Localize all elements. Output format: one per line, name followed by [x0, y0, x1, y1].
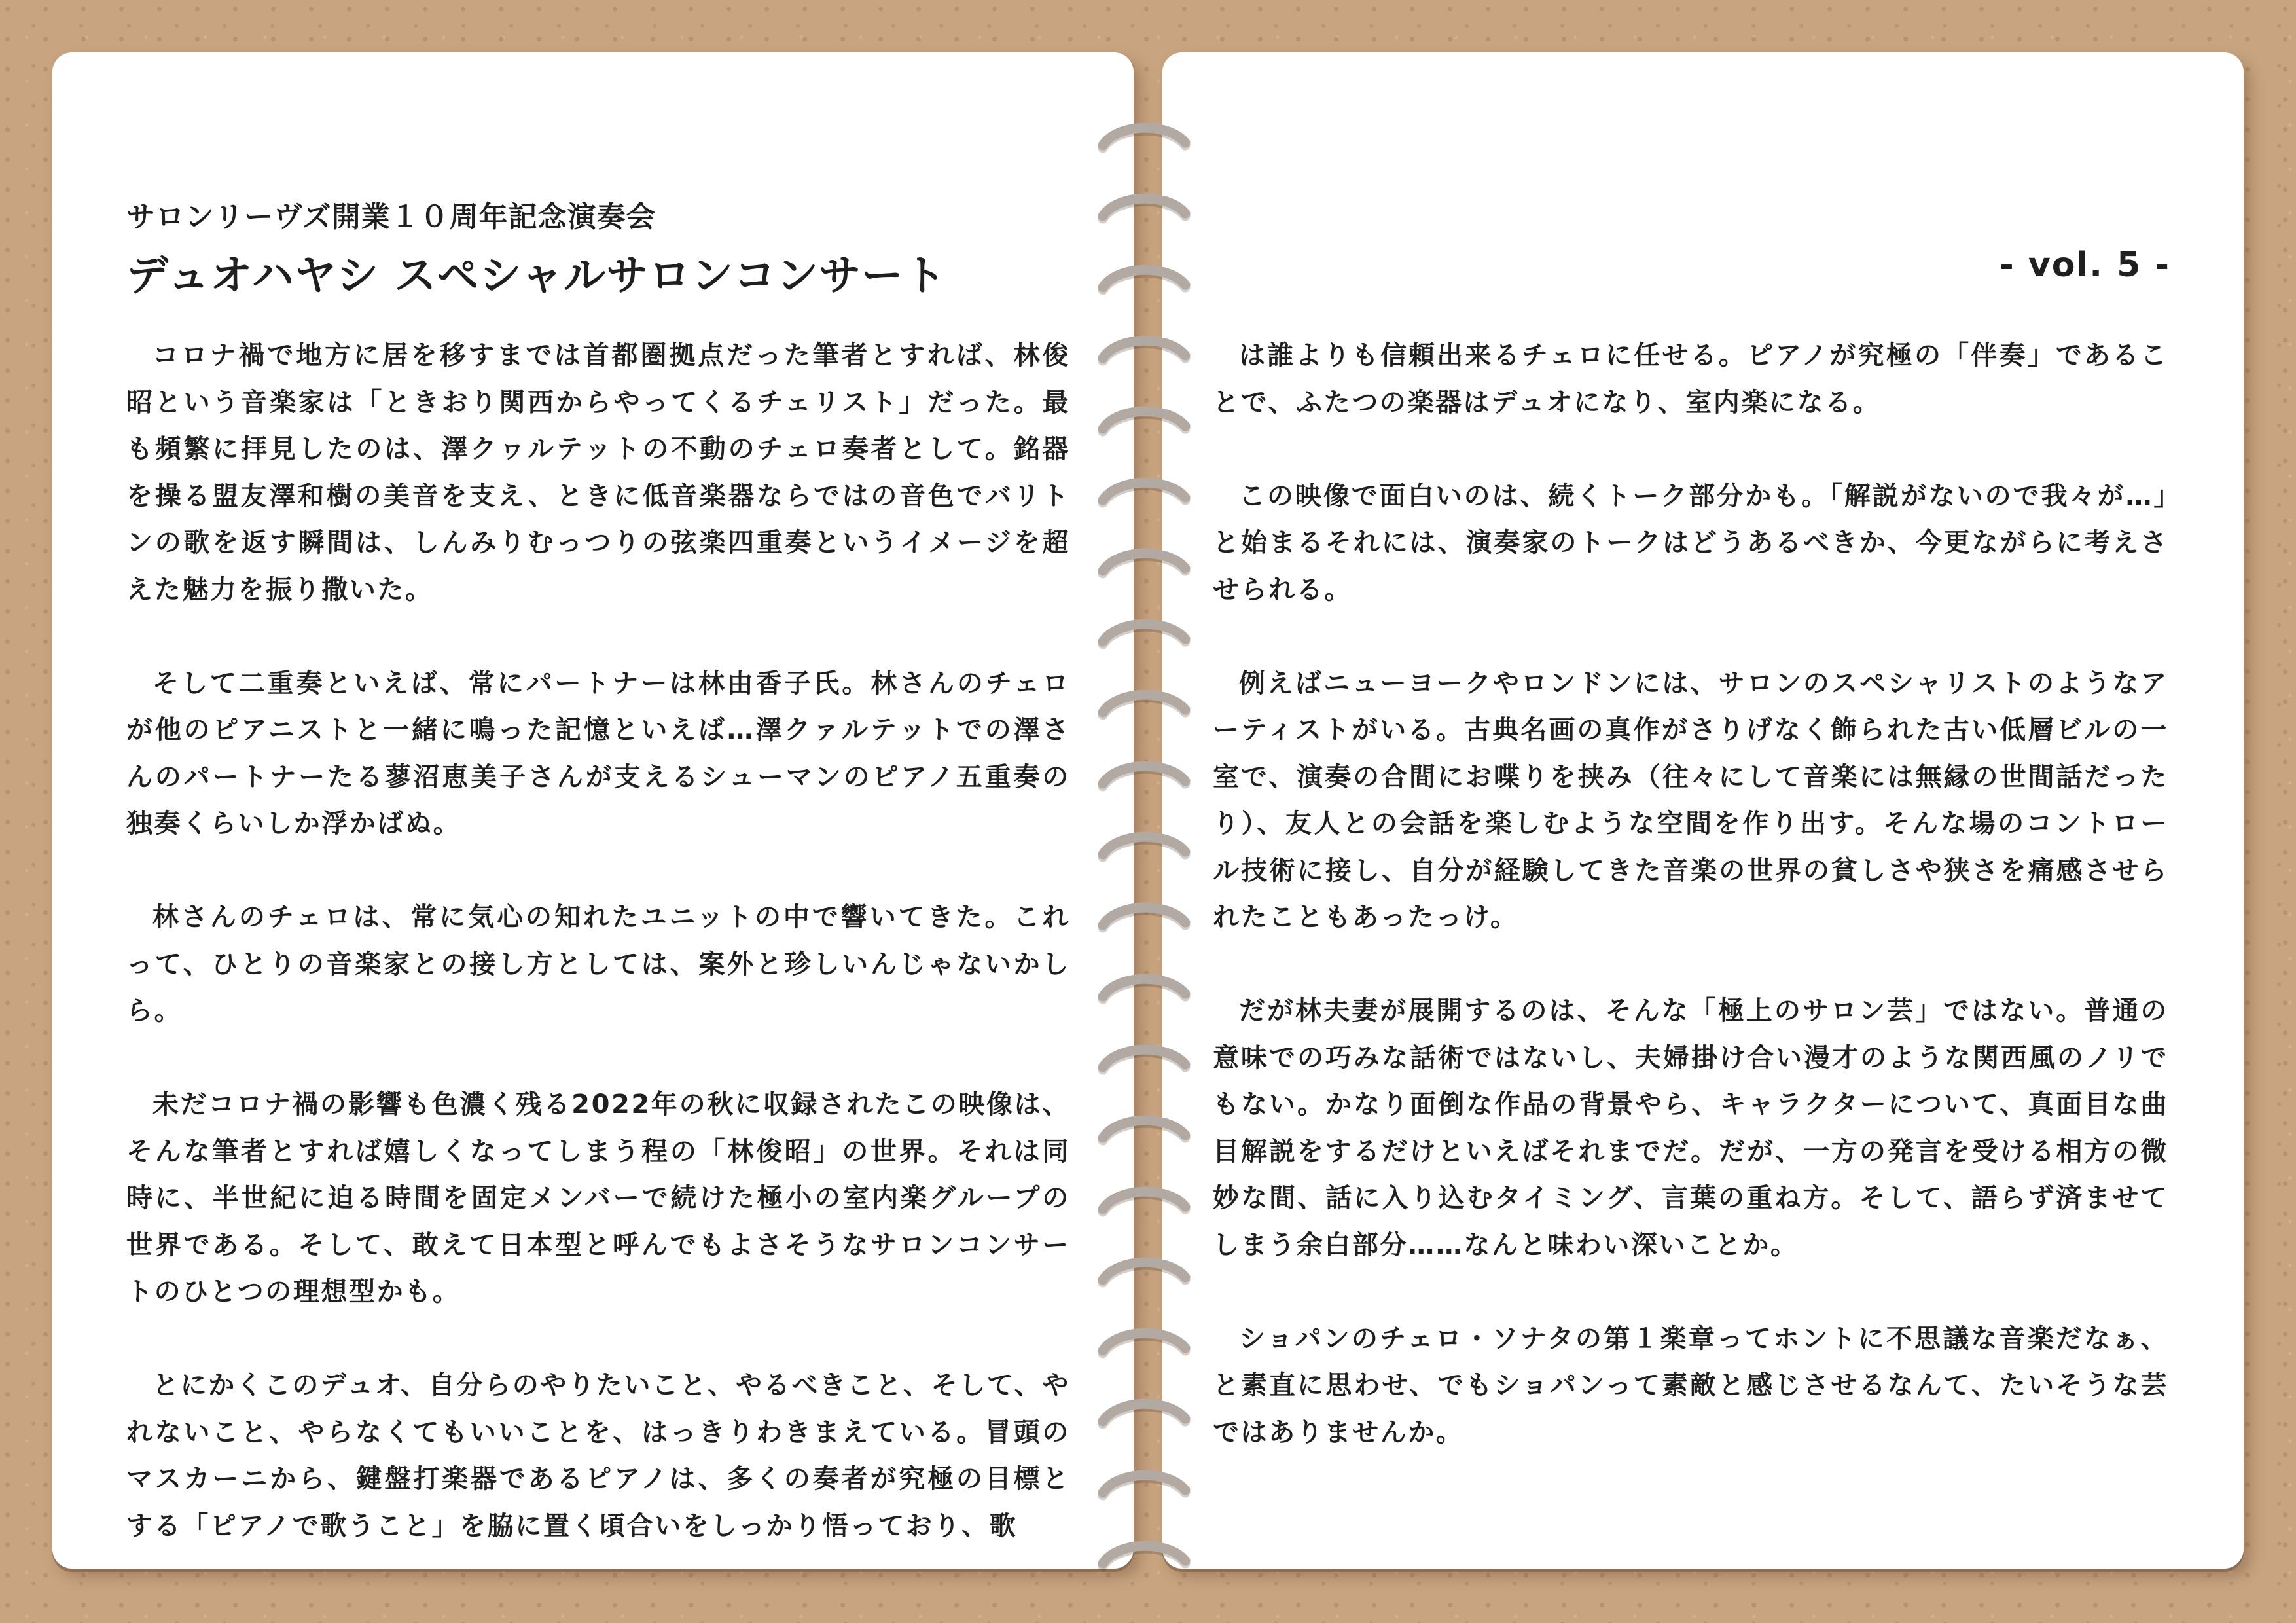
- paragraph: この映像で面白いのは、続くトーク部分かも。「解説がないので我々が…」と始まるそれには、演奏家のトークはどうあるべきか、今更ながらに考えさせられる。: [1213, 481, 2168, 605]
- spiral-ring-icon: [1096, 1395, 1194, 1434]
- paragraph: とにかくこのデュオ、自分らのやりたいこと、やるべきこと、そして、やれないこと、やらなくてもいいことを、はっきりわきまえている。冒頭のマスカーニから、鍵盤打楽器であるピアノは、多くの奏者が究極の目標とする「ピアノで歌うこと」を脇に置く頃合いをしっかり悟っており、歌: [126, 1370, 1070, 1541]
- spiral-ring-icon: [1096, 261, 1194, 301]
- concert-title: デュオハヤシ スペシャルサロンコンサート: [126, 252, 947, 301]
- spiral-ring-icon: [1096, 1467, 1194, 1506]
- spiral-ring-icon: [1096, 686, 1194, 725]
- right-page: [1162, 52, 2244, 1569]
- spiral-binding: [1096, 0, 1194, 1623]
- spiral-ring-icon: [1096, 190, 1194, 229]
- spiral-ring-icon: [1096, 757, 1194, 797]
- left-page: [52, 52, 1134, 1569]
- paragraph: コロナ禍で地方に居を移すまでは首都圏拠点だった筆者とすれば、林俊昭という音楽家は「ときおり関西からやってくるチェリスト」だった。最も頻繁に拝見したのは、澤クヮルテットの不動のチェロ奏者として。銘器を操る盟友澤和樹の美音を支え、ときに低音楽器ならではの音色でバリトンの歌を返す瞬間は、しんみりむっつりの弦楽四重奏というイメージを超えた魅力を振り撒いた。: [126, 340, 1070, 605]
- spiral-ring-icon: [1096, 403, 1194, 442]
- spiral-ring-icon: [1096, 474, 1194, 513]
- spiral-ring-icon: [1096, 332, 1194, 371]
- volume-label: - vol. 5 -: [2000, 246, 2170, 285]
- paragraph: 例えばニューヨークやロンドンには、サロンのスペシャリストのようなアーティストがいる。古典名画の真作がさりげなく飾られた古い低層ビルの一室で、演奏の合間にお喋りを挟み（往々にして音楽には無縁の世間話だったり）、友人との会話を楽しむような空間を作り出す。そんな場のコントロール技術に接し、自分が経験してきた音楽の世界の貧しさや狭さを痛感させられたこともあったっけ。: [1213, 668, 2168, 932]
- spiral-ring-icon: [1096, 1041, 1194, 1080]
- paragraph: は誰よりも信頼出来るチェロに任せる。ピアノが究極の「伴奏」であることで、ふたつの楽器はデュオになり、室内楽になる。: [1213, 340, 2168, 418]
- paragraph: 未だコロナ禍の影響も色濃く残る2022年の秋に収録されたこの映像は、そんな筆者とすれば嬉しくなってしまう程の「林俊昭」の世界。それは同時に、半世紀に迫る時間を固定メンバーで続けた極小の室内楽グループの世界である。そして、敢えて日本型と呼んでもよさそうなサロンコンサートのひとつの理想型かも。: [126, 1089, 1070, 1307]
- spiral-ring-icon: [1096, 970, 1194, 1010]
- spiral-ring-icon: [1096, 899, 1194, 938]
- event-subtitle: サロンリーヴズ開業１０周年記念演奏会: [126, 200, 656, 234]
- paragraph: ショパンのチェロ・ソナタの第１楽章ってホントに不思議な音楽だなぁ、と素直に思わせ、でもショパンって素敵と感じさせるなんて、たいそうな芸ではありませんか。: [1213, 1323, 2168, 1448]
- paragraph: だが林夫妻が展開するのは、そんな「極上のサロン芸」ではない。普通の意味での巧みな話術ではないし、夫婦掛け合い漫才のような関西風のノリでもない。かなり面倒な作品の背景やら、キャラクターについて、真面目な曲目解説をするだけといえばそれまでだ。だが、一方の発言を受ける相方の微妙な間、話に入り込むタイミング、言葉の重ね方。そして、語らず済ませてしまう余白部分……なんと味わい深いことか。: [1213, 996, 2168, 1260]
- spiral-ring-icon: [1096, 1112, 1194, 1151]
- spiral-ring-icon: [1096, 1324, 1194, 1364]
- spiral-ring-icon: [1096, 828, 1194, 867]
- spiral-ring-icon: [1096, 1183, 1194, 1222]
- right-body-text: [1213, 333, 2168, 1503]
- spiral-ring-icon: [1096, 615, 1194, 655]
- spiral-ring-icon: [1096, 545, 1194, 584]
- spiral-ring-icon: [1096, 1537, 1194, 1577]
- left-body-text: [126, 333, 1070, 1597]
- paragraph: 林さんのチェロは、常に気心の知れたユニットの中で響いてきた。これって、ひとりの音楽家との接し方としては、案外と珍しいんじゃないかしら。: [126, 902, 1070, 1026]
- paragraph: そして二重奏といえば、常にパートナーは林由香子氏。林さんのチェロが他のピアニストと一緒に鳴った記憶といえば…澤クァルテットでの澤さんのパートナーたる蓼沼恵美子さんが支えるシューマンのピアノ五重奏の独奏くらいしか浮かばぬ。: [126, 668, 1070, 839]
- spiral-ring-icon: [1096, 1254, 1194, 1293]
- spiral-ring-icon: [1096, 119, 1194, 158]
